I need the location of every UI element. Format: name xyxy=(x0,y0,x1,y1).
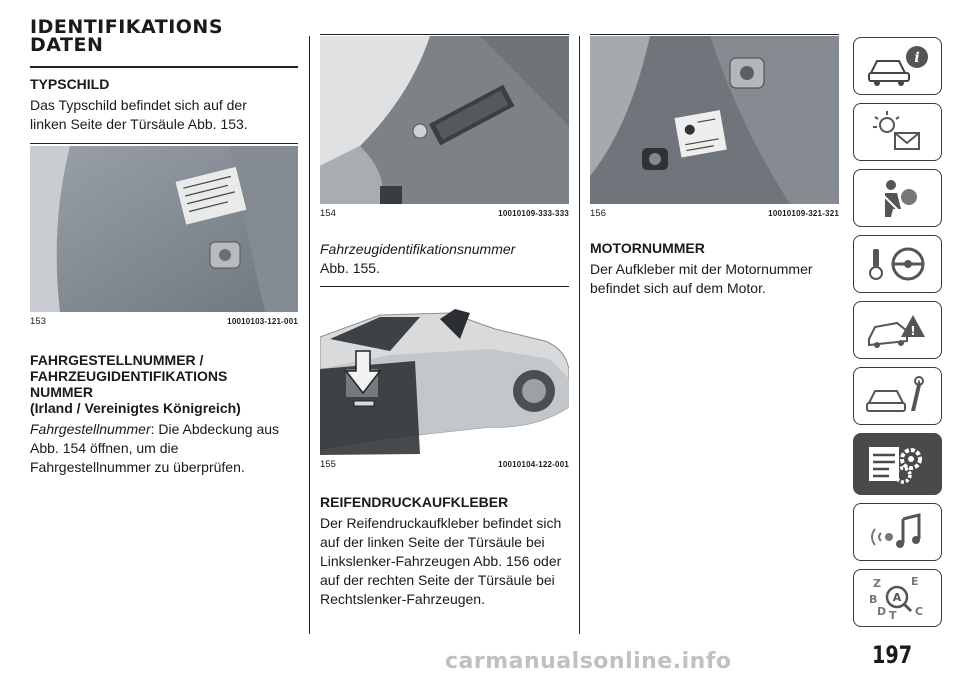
figure-code: 10010104-122-001 xyxy=(498,460,569,469)
starting-driving-icon xyxy=(863,241,933,287)
page-title: IDENTIFIKATIONS DATEN xyxy=(30,16,224,56)
figure-155 xyxy=(320,286,569,470)
tab-safety[interactable] xyxy=(853,169,942,227)
technical-data-icon xyxy=(863,441,933,487)
figure-153-photo xyxy=(30,146,298,312)
figure-number: 154 xyxy=(320,208,336,219)
multimedia-icon xyxy=(863,509,933,555)
title-underline xyxy=(30,66,298,68)
column-2-text-1 xyxy=(320,240,569,278)
reifendruck-text: Der Reifendruckaufkleber befindet sich auf der linken Seite der Türsäule bei Linkslenker-Fahrzeugen Abb. 156 oder auf der rechten Seite der Türsäule bei Rechtslenker-Fahrzeugen. xyxy=(320,515,562,607)
index-letter: T xyxy=(888,609,897,621)
figure-155-caption xyxy=(320,455,569,470)
figure-number: 155 xyxy=(320,459,336,470)
figure-154-photo xyxy=(320,36,569,204)
maintenance-icon xyxy=(863,373,933,419)
heading-line: NUMMER xyxy=(30,384,93,400)
figure-rule xyxy=(30,143,298,144)
figure-code: 10010103-121-001 xyxy=(227,317,298,326)
tab-maintenance[interactable] xyxy=(853,367,942,425)
car-info-icon xyxy=(863,43,933,89)
figure-153 xyxy=(30,143,298,327)
column-3-text xyxy=(590,240,839,298)
typschild-text: Das Typschild befindet sich auf der linken Seite der Türsäule Abb. 153. xyxy=(30,97,248,132)
tab-index[interactable] xyxy=(853,569,942,627)
figure-code: 10010109-333-333 xyxy=(498,209,569,218)
index-icon xyxy=(863,575,933,621)
figure-156-caption xyxy=(590,204,839,219)
figure-rule xyxy=(320,286,569,287)
column-1-lower xyxy=(30,352,298,477)
emphasis-term: Fahrgestellnummer xyxy=(30,421,151,437)
heading-line: (Irland / Vereinigtes Königreich) xyxy=(30,400,241,416)
figure-rule xyxy=(590,34,839,35)
index-letter: D xyxy=(876,605,886,618)
vin-reference: Abb. 155. xyxy=(320,260,380,276)
figure-156-photo xyxy=(590,36,839,204)
figure-code: 10010109-321-321 xyxy=(768,209,839,218)
column-1 xyxy=(30,76,298,134)
page-number: 197 xyxy=(872,641,913,669)
column-2-text-2 xyxy=(320,494,569,609)
section-heading-motornummer: MOTORNUMMER xyxy=(590,240,705,256)
section-heading-reifendruck: REIFENDRUCKAUFKLEBER xyxy=(320,494,509,510)
figure-154 xyxy=(320,34,569,219)
figure-153-caption xyxy=(30,312,298,327)
watermark xyxy=(445,649,960,674)
svg-text:!: ! xyxy=(909,324,916,338)
svg-text:i: i xyxy=(913,50,920,66)
section-heading-typschild: TYPSCHILD xyxy=(30,76,110,92)
safety-airbag-icon xyxy=(863,175,933,221)
fahrgestellnummer-text xyxy=(30,420,280,477)
tab-car-info[interactable] xyxy=(853,37,942,95)
figure-rule xyxy=(320,34,569,35)
figure-154-caption xyxy=(320,204,569,219)
section-heading-fahrgestellnummer xyxy=(30,352,298,416)
emergency-icon xyxy=(863,307,933,353)
heading-line: FAHRZEUGIDENTIFIKATIONS xyxy=(30,368,228,384)
index-letter: C xyxy=(914,605,923,618)
index-letter: Z xyxy=(872,577,881,590)
figure-156 xyxy=(590,34,839,219)
tab-emergency[interactable] xyxy=(853,301,942,359)
index-letter: B xyxy=(868,593,877,606)
column-divider xyxy=(309,36,310,634)
figure-155-photo xyxy=(320,289,569,455)
index-letter: E xyxy=(910,575,919,588)
motornummer-text: Der Aufkleber mit der Motornummer befindet sich auf dem Motor. xyxy=(590,261,813,296)
warning-lights-icon xyxy=(863,109,933,155)
column-divider xyxy=(579,36,580,634)
heading-line: FAHRGESTELLNUMMER / xyxy=(30,352,204,368)
tab-multimedia[interactable] xyxy=(853,503,942,561)
tab-technical-data[interactable] xyxy=(853,433,942,495)
index-letter: A xyxy=(892,591,901,604)
vin-term: Fahrzeugidentifikationsnummer xyxy=(320,241,516,257)
figure-number: 156 xyxy=(590,208,606,219)
figure-number: 153 xyxy=(30,316,46,327)
tab-starting-driving[interactable] xyxy=(853,235,942,293)
tab-warning-lights[interactable] xyxy=(853,103,942,161)
body-text: : Die Abdeckung aus Abb. 154 öffnen, um die Fahrgestellnummer zu überprüfen. xyxy=(30,421,280,475)
watermark-text: carmanualsonline.info xyxy=(445,649,732,674)
